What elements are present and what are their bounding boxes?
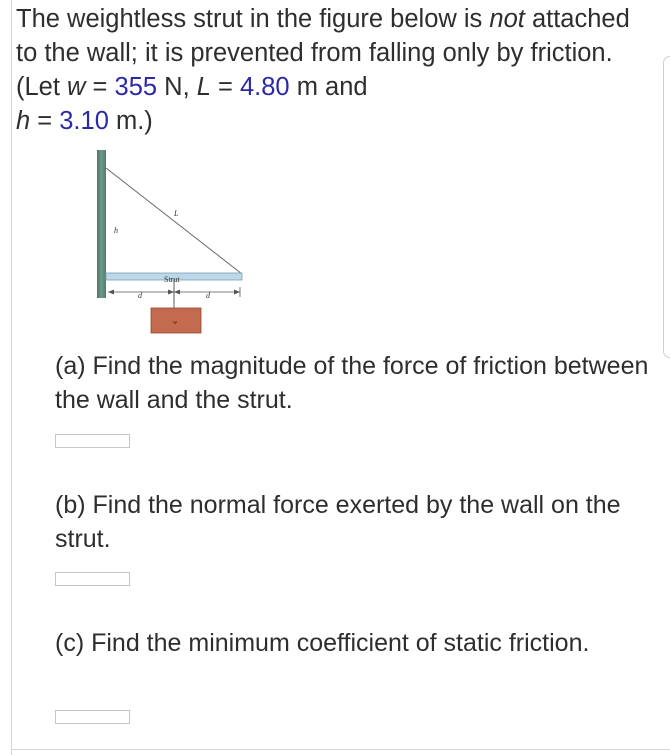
label-L: L — [174, 209, 179, 218]
value-h: 3.10 — [59, 107, 109, 135]
label-w: w — [173, 320, 178, 326]
strut-figure — [92, 148, 252, 338]
arrowhead-left — [108, 290, 114, 295]
answer-input-c[interactable] — [55, 710, 130, 724]
answer-input-a[interactable] — [55, 434, 130, 448]
label-d-left: d — [138, 291, 142, 300]
question-b: (b) Find the normal force exerted by the wall on the strut. — [55, 491, 621, 553]
answer-input-b[interactable] — [55, 572, 130, 586]
wall — [97, 150, 106, 298]
value-w: 355 — [114, 73, 158, 101]
scrollbar[interactable] — [663, 56, 670, 358]
arrowhead-center-right — [168, 290, 174, 295]
question-a: (a) Find the magnitude of the force of friction between the wall and the strut. — [55, 352, 649, 414]
var-h: h — [16, 107, 31, 135]
var-w: w — [67, 73, 86, 101]
question-c: (c) Find the minimum coefficient of static friction. — [55, 629, 590, 657]
label-d-right: d — [206, 291, 210, 300]
value-L: 4.80 — [239, 73, 290, 101]
arrowhead-center-left — [174, 290, 180, 295]
problem-statement: The weightless strut in the figure below is not attached to the wall; it is prevented from falling only by friction. (Let w = 355 N, L = 4.80 m and h = 3.10 m.) — [16, 5, 630, 135]
support-cable — [106, 168, 242, 274]
label-strut: Strut — [164, 275, 180, 284]
arrowhead-right — [234, 290, 240, 295]
bottom-border — [11, 749, 670, 750]
emphasis-not: not — [489, 5, 525, 33]
label-h: h — [114, 226, 118, 235]
var-L: L — [196, 73, 211, 101]
left-border — [11, 0, 12, 755]
